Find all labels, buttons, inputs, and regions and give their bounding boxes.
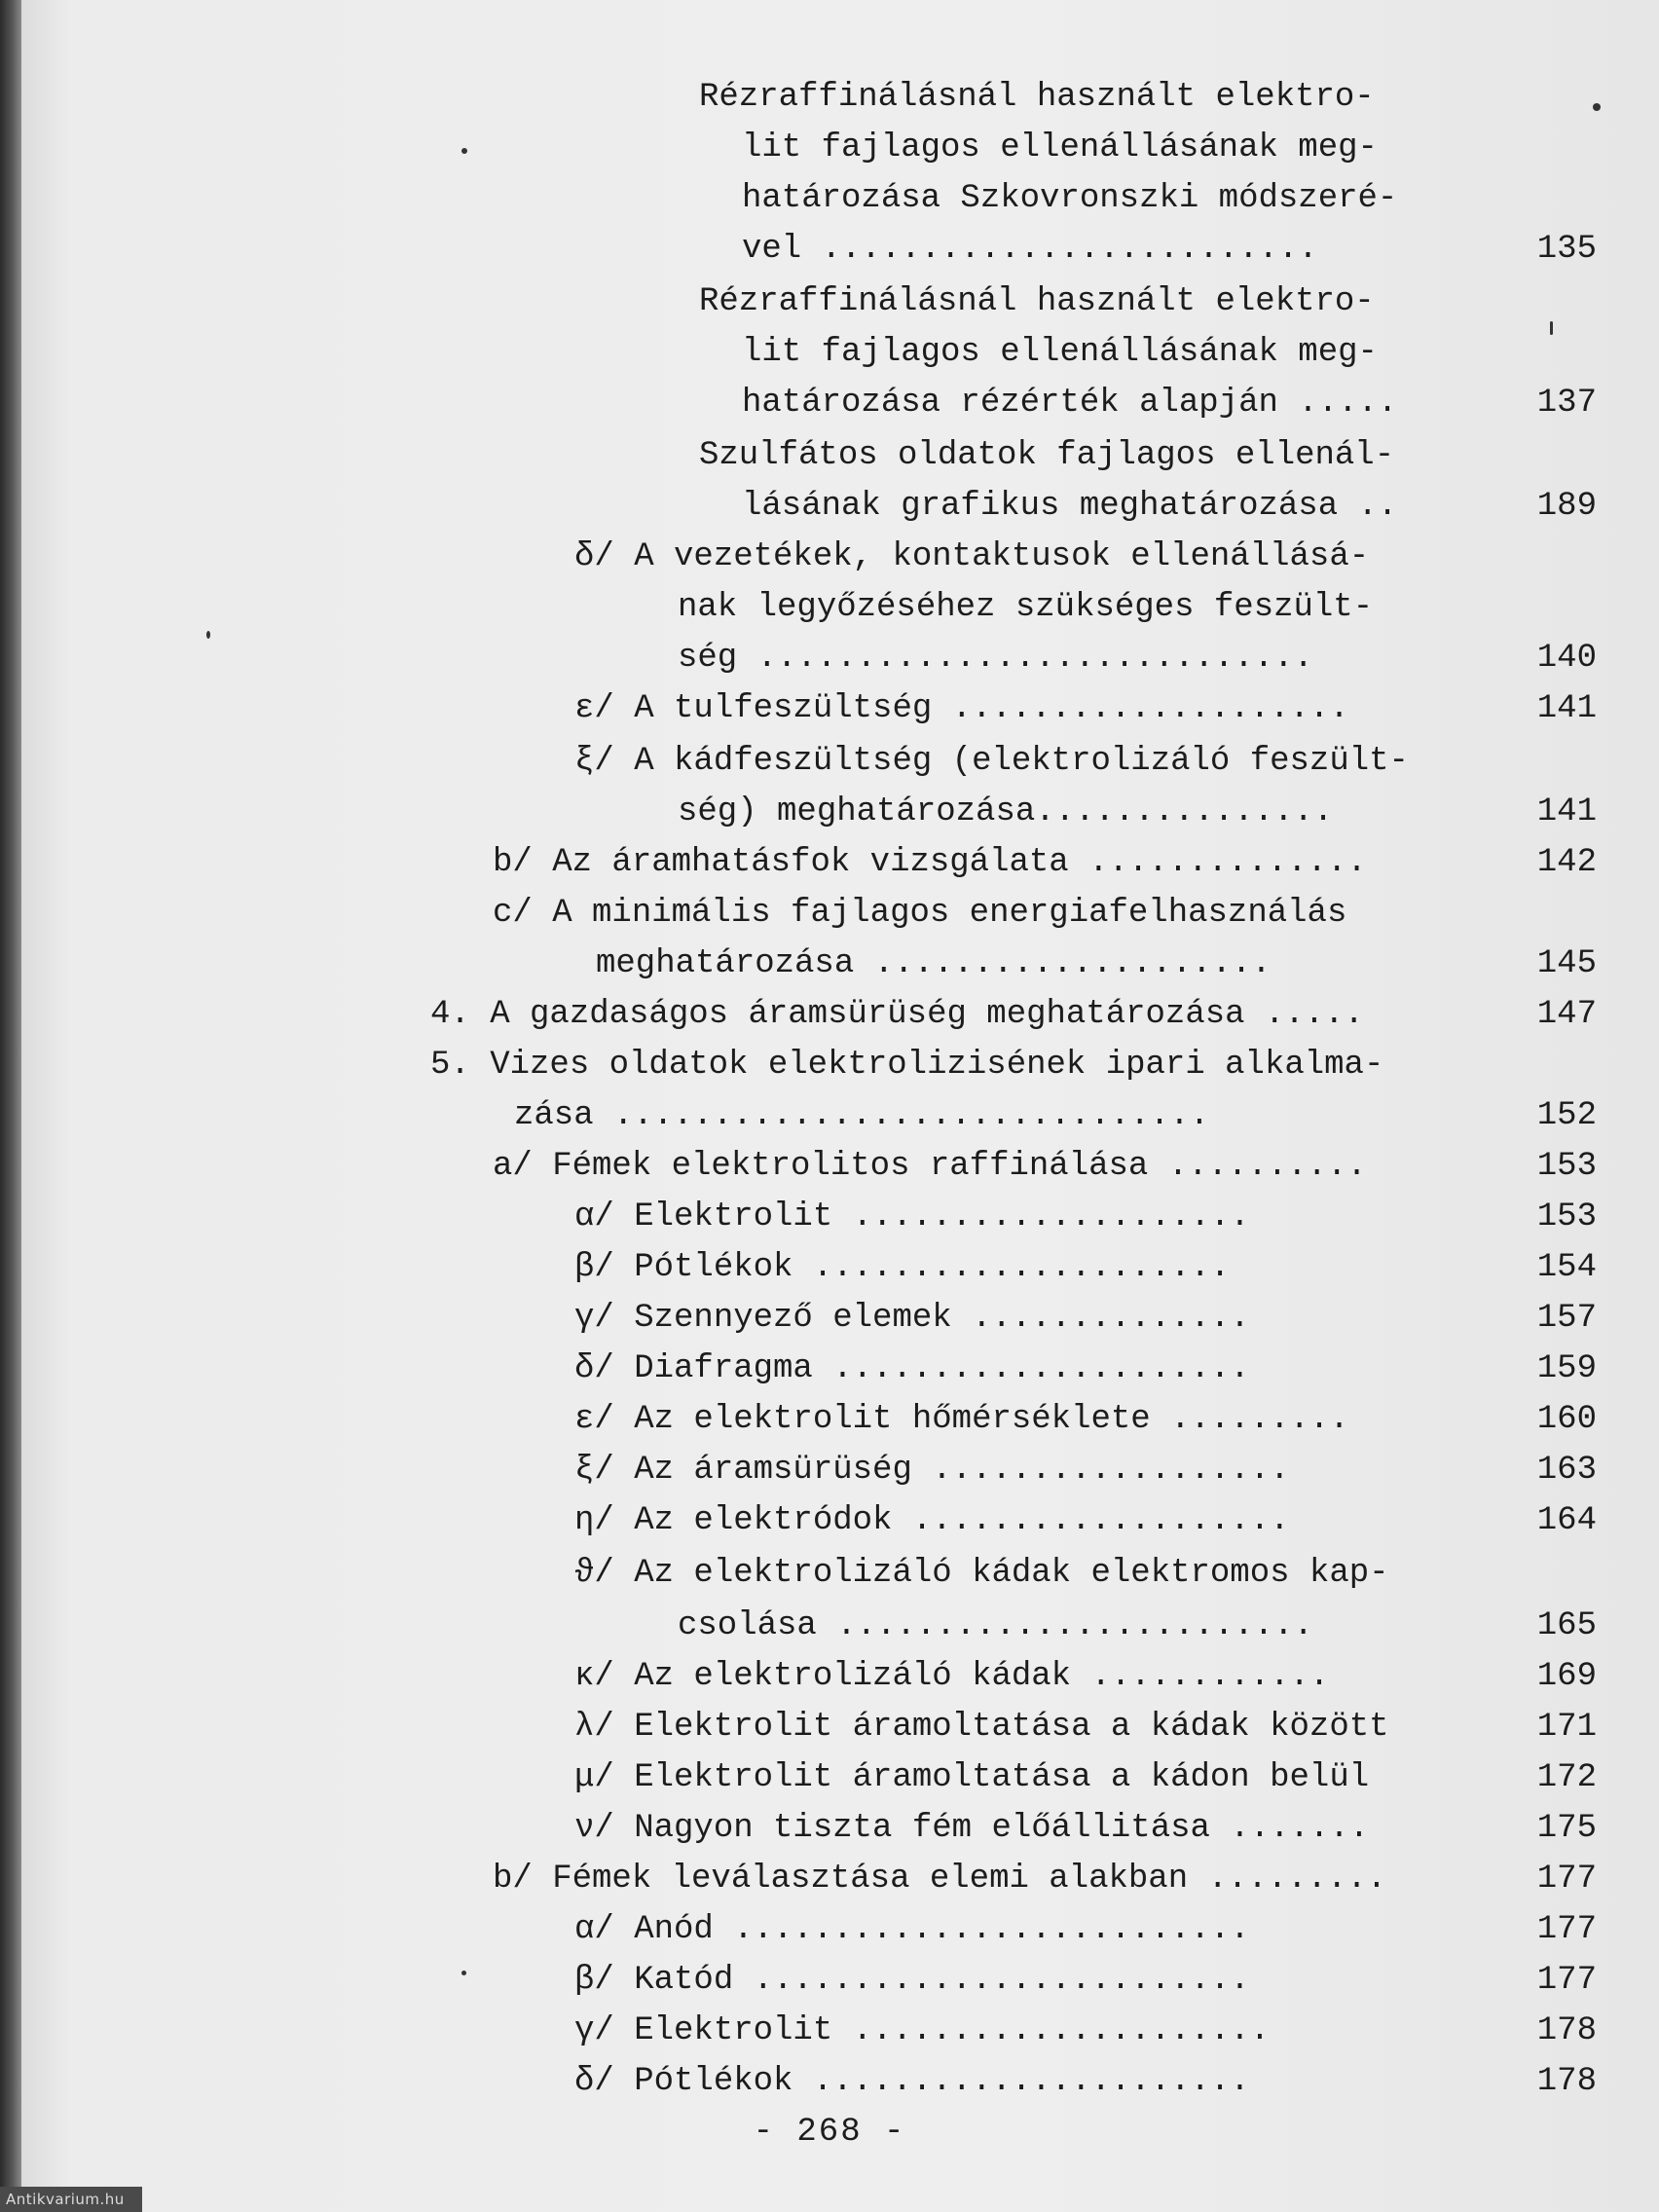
- toc-entry: [0, 378, 1659, 428]
- toc-entry-text: ξ/ Az áramsürüség ..................: [574, 1452, 1290, 1489]
- toc-entry-page: 172: [1536, 1759, 1597, 1796]
- toc-entry-page: 153: [1536, 1198, 1597, 1235]
- toc-entry: [0, 1344, 1659, 1394]
- toc-entry: [0, 1955, 1659, 2006]
- toc-entry-page: 163: [1536, 1452, 1597, 1489]
- toc-entry: [0, 481, 1659, 532]
- toc-entry-text: Szulfátos oldatok fajlagos ellenál-: [699, 437, 1395, 474]
- toc-entry-text: b/ Az áramhatásfok vizsgálata ..............: [493, 844, 1367, 881]
- toc-entry-text: Rézraffinálásnál használt elektro-: [699, 283, 1375, 320]
- toc-entry-text: lit fajlagos ellenállásának meg-: [742, 129, 1378, 166]
- toc-entry: [0, 683, 1659, 734]
- toc-entry-text: ϑ/ Az elektrolizáló kádak elektromos kap-: [574, 1555, 1389, 1592]
- toc-entry: [0, 1242, 1659, 1293]
- toc-entry: [0, 1495, 1659, 1546]
- toc-entry: [0, 1651, 1659, 1702]
- toc-entry-text: lásának grafikus meghatározása ..: [742, 488, 1398, 525]
- toc-entry-page: 177: [1536, 1962, 1597, 1999]
- toc-entry-page: 177: [1536, 1911, 1597, 1948]
- toc-entry: [0, 1192, 1659, 1242]
- toc-entry-page: 153: [1536, 1148, 1597, 1185]
- toc-entry-text: α/ Anód ..........................: [574, 1911, 1250, 1948]
- toc-entry: [0, 837, 1659, 888]
- toc-entry: [0, 1601, 1659, 1651]
- toc-entry: [0, 532, 1659, 582]
- toc-entry-page: 140: [1536, 640, 1597, 677]
- toc-entry-text: γ/ Szennyező elemek ..............: [574, 1300, 1250, 1337]
- toc-entry: [0, 1854, 1659, 1904]
- toc-entry-text: μ/ Elektrolit áramoltatása a kádon belül: [574, 1759, 1370, 1796]
- toc-entry-text: 5. Vizes oldatok elektrolizisének ipari alkalma-: [430, 1047, 1384, 1084]
- toc-entry: [0, 1394, 1659, 1445]
- toc-entry: [0, 1090, 1659, 1141]
- toc-entry-text: ség) meghatározása...............: [678, 793, 1334, 830]
- toc-entry: [0, 430, 1659, 481]
- toc-entry-text: vel .........................: [742, 231, 1318, 268]
- toc-entry-page: 160: [1536, 1401, 1597, 1438]
- toc-entry-text: 4. A gazdaságos áramsürüség meghatározása .....: [430, 996, 1364, 1033]
- toc-entry-page: 164: [1536, 1502, 1597, 1539]
- toc-entry-text: zása ..............................: [514, 1097, 1210, 1134]
- toc-entry: [0, 2056, 1659, 2107]
- toc-entry-text: nak legyőzéséhez szükséges feszült-: [678, 589, 1374, 626]
- toc-entry-page: 147: [1536, 996, 1597, 1033]
- toc-entry-page: 157: [1536, 1300, 1597, 1337]
- toc-entry-page: 141: [1536, 690, 1597, 727]
- toc-entry-page: 189: [1536, 488, 1597, 525]
- toc-entry-text: c/ A minimális fajlagos energiafelhasználás: [493, 895, 1347, 932]
- toc-entry: [0, 327, 1659, 378]
- toc-entry: [0, 787, 1659, 837]
- toc-entry: [0, 1141, 1659, 1192]
- toc-entry-text: ség ............................: [678, 640, 1313, 677]
- toc-entry: [0, 2006, 1659, 2056]
- toc-entry: [0, 72, 1659, 123]
- toc-entry: [0, 736, 1659, 787]
- toc-entry-text: δ/ Pótlékok ......................: [574, 2063, 1250, 2100]
- toc-entry-text: β/ Katód .........................: [574, 1962, 1250, 1999]
- toc-entry-text: lit fajlagos ellenállásának meg-: [742, 334, 1378, 371]
- toc-entry-text: λ/ Elektrolit áramoltatása a kádak között: [574, 1709, 1389, 1746]
- toc-entry: [0, 1702, 1659, 1752]
- toc-entry-text: η/ Az elektródok ...................: [574, 1502, 1290, 1539]
- toc-entry-text: meghatározása ....................: [596, 945, 1272, 982]
- toc-entry: [0, 582, 1659, 633]
- toc-entry-text: δ/ Diafragma .....................: [574, 1350, 1250, 1387]
- toc-entry-text: κ/ Az elektrolizáló kádak ............: [574, 1658, 1330, 1695]
- toc-entry-page: 135: [1536, 231, 1597, 268]
- toc-entry-text: ε/ A tulfeszültség ....................: [574, 690, 1349, 727]
- toc-entry: [0, 1548, 1659, 1599]
- toc-entry: [0, 1040, 1659, 1090]
- toc-entry: [0, 1445, 1659, 1495]
- toc-entry-text: γ/ Elektrolit .....................: [574, 2012, 1271, 2049]
- toc-entry-page: 165: [1536, 1607, 1597, 1644]
- toc-entry: [0, 939, 1659, 989]
- toc-entry-text: határozása rézérték alapján .....: [742, 385, 1398, 422]
- toc-entry-text: α/ Elektrolit ....................: [574, 1198, 1250, 1235]
- toc-entry: [0, 224, 1659, 275]
- toc-entry-page: 154: [1536, 1249, 1597, 1286]
- toc-entry-page: 171: [1536, 1709, 1597, 1746]
- toc-entry-text: b/ Fémek leválasztása elemi alakban .........: [493, 1861, 1387, 1898]
- page-number-footer: - 268 -: [753, 2114, 906, 2151]
- toc-entry-page: 178: [1536, 2012, 1597, 2049]
- toc-entry-text: ε/ Az elektrolit hőmérséklete .........: [574, 1401, 1349, 1438]
- toc-entry: [0, 276, 1659, 327]
- watermark: Antikvarium.hu: [0, 2187, 142, 2212]
- toc-entry-page: 141: [1536, 793, 1597, 830]
- toc-entry-page: 137: [1536, 385, 1597, 422]
- toc-entry-text: Rézraffinálásnál használt elektro-: [699, 79, 1375, 116]
- toc-entry-text: határozása Szkovronszki módszeré-: [742, 180, 1398, 217]
- toc-entry-text: δ/ A vezetékek, kontaktusok ellenállásá-: [574, 538, 1370, 575]
- toc-entry-page: 142: [1536, 844, 1597, 881]
- toc-entry-page: 159: [1536, 1350, 1597, 1387]
- toc-entry: [0, 633, 1659, 683]
- toc-entry: [0, 888, 1659, 939]
- toc-entry-page: 169: [1536, 1658, 1597, 1695]
- toc-entry: [0, 1803, 1659, 1854]
- toc-entry: [0, 989, 1659, 1040]
- toc-entry-page: 152: [1536, 1097, 1597, 1134]
- toc-entry-text: ν/ Nagyon tiszta fém előállitása .......: [574, 1810, 1370, 1847]
- toc-entry-page: 177: [1536, 1861, 1597, 1898]
- toc-entry-text: ξ/ A kádfeszültség (elektrolizáló feszült-: [574, 743, 1409, 780]
- toc-entry-text: csolása ........................: [678, 1607, 1313, 1644]
- toc-entry: [0, 173, 1659, 224]
- toc-entry-text: a/ Fémek elektrolitos raffinálása ..........: [493, 1148, 1367, 1185]
- toc-entry-page: 145: [1536, 945, 1597, 982]
- toc-entry: [0, 123, 1659, 173]
- toc-entry-page: 178: [1536, 2063, 1597, 2100]
- toc-entry-text: β/ Pótlékok .....................: [574, 1249, 1231, 1286]
- toc-entry: [0, 1752, 1659, 1803]
- toc-entry-page: 175: [1536, 1810, 1597, 1847]
- toc-entry: [0, 1293, 1659, 1344]
- toc-entry: [0, 1904, 1659, 1955]
